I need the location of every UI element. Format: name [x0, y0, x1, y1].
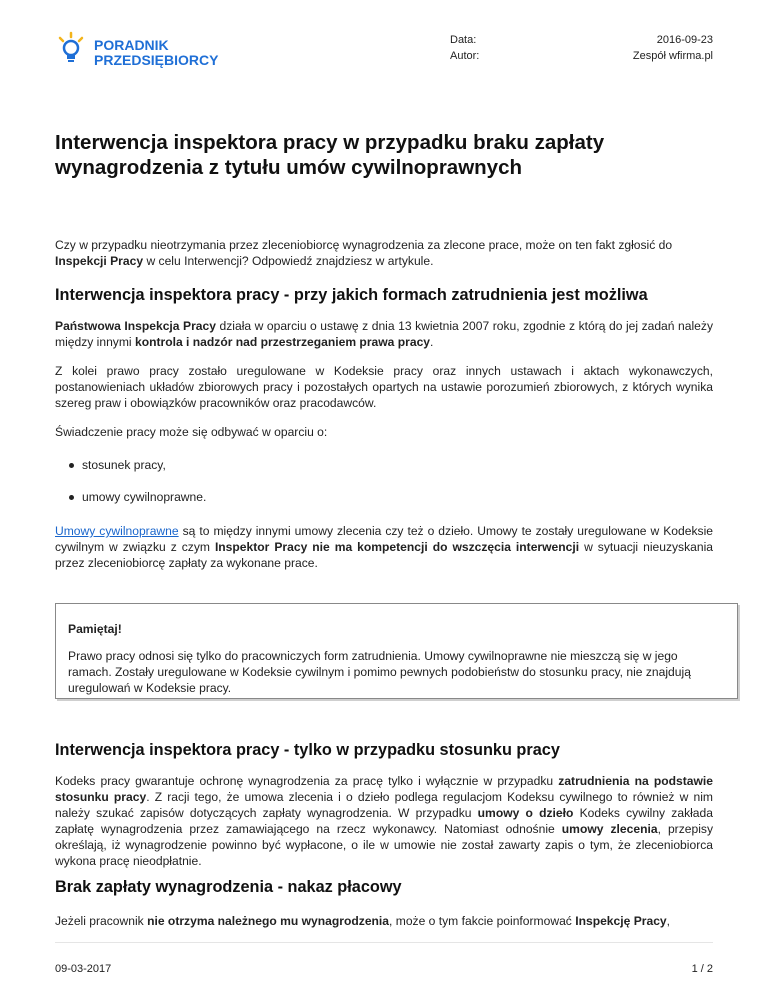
author-value: Zespół wfirma.pl: [632, 50, 713, 62]
s2p1-text-g: , przepisy określają, iż wynagrodzenie powinno być wypłacone, o ile w umowie nie został zawarty zapis o tym, że zleceniobiorca wykona pracę nieodpłatnie.: [55, 822, 713, 868]
s2p1-text-a: Kodeks pracy gwarantuje ochronę wynagrodzenia za pracę tylko i wyłącznie w przypadku: [55, 774, 559, 788]
section-1-heading: Interwencja inspektora pracy - przy jakich formach zatrudnienia jest możliwa: [55, 286, 648, 304]
footer-date: 09-03-2017: [55, 963, 112, 975]
bullet-icon: [69, 495, 74, 500]
bullet-icon: [69, 463, 74, 468]
s1p1-bold-a: Państwowa Inspekcja Pracy: [55, 319, 216, 333]
section-1-paragraph-3: Świadczenie pracy może się odbywać w oparciu o:: [55, 425, 328, 439]
list-item-label: umowy cywilnoprawne.: [82, 490, 207, 504]
intro-text-c: w celu Interwencji? Odpowiedź znajdziesz w artykule.: [143, 254, 434, 268]
section-1-paragraph-2: Z kolei prawo pracy zostało uregulowane w Kodeksie pracy oraz innych ustawach i aktach wykonawczych, postanowieniach układów zbiorowych pracy i pozostałych opartych na ustawie porozumień zbiorowych, z których wynika szereg praw i obowiązków pracowników oraz pracodawców.: [55, 364, 713, 410]
s2p1-text-e: Kodeks cywilny zakłada zapłatę wynagrodzenia przez zamawiającego na rzecz wykonawcy. Natomiast odnośnie: [55, 806, 713, 836]
s3p1-bold-d: Inspekcję Pracy: [575, 914, 667, 928]
note-body: Prawo pracy odnosi się tylko do pracowniczych form zatrudnienia. Umowy cywilnoprawne nie mieszczą się w jego ramach. Zostały uregulowane w Kodeksie cywilnym i pomimo pewnych podobieństw do stosunku pracy, nie znajdują uregulowań w Kodeksie pracy.: [68, 649, 691, 695]
list-item: [55, 457, 695, 473]
logo-line-2: PRZEDSIĘBIORCY: [94, 52, 219, 68]
page-number: 1 / 2: [691, 963, 713, 975]
date-label: Data:: [450, 34, 477, 46]
s1p4-text-c: w sytuacji nieuzyskania przez zleceniobiorcę zapłaty za wykonane prace.: [55, 540, 714, 570]
footer-divider: [55, 942, 713, 943]
note-box: [55, 603, 738, 699]
date-value: 2016-09-23: [656, 34, 713, 46]
s1p1-text-d: .: [430, 335, 434, 349]
section-1-paragraph-4: [55, 523, 713, 571]
s3p1-text-a: Jeżeli pracownik: [55, 914, 148, 928]
section-3-heading: Brak zapłaty wynagrodzenia - nakaz płacowy: [55, 878, 402, 896]
list-item: [55, 489, 695, 505]
logo-line-1: PORADNIK: [94, 37, 169, 53]
s2p1-text-c: . Z racji tego, że umowa zlecenia i o dzieło podlega regulacjom Kodeksu cywilnego to również w nim należy szukać zapisów dotyczących zapłaty wynagrodzenia. W przypadku: [55, 790, 713, 820]
s2p1-bold-f: umowy zlecenia: [561, 822, 658, 836]
bullet-list: [55, 457, 695, 521]
intro-bold: Inspekcji Pracy: [55, 254, 144, 268]
section-1-paragraph-1: [55, 318, 713, 350]
section-3-paragraph-1: [55, 913, 713, 929]
list-item-label: stosunek pracy,: [82, 458, 166, 472]
intro-paragraph: [55, 237, 713, 269]
s1p4-bold-b: Inspektor Pracy nie ma kompetencji do wszczęcia interwencji: [214, 540, 580, 554]
page-title: Interwencja inspektora pracy w przypadku braku zapłaty wynagrodzenia z tytułu umów cywilnoprawnych: [55, 131, 605, 179]
s1p4-text-a: są to między innymi umowy zlecenia czy też o dzieło. Umowy te zostały uregulowane w Kodeksie cywilnym w związku z czym: [55, 524, 713, 554]
s3p1-text-c: , może o tym fakcie poinformować: [389, 914, 576, 928]
s2p1-bold-b: zatrudnienia na podstawie stosunku pracy: [55, 774, 714, 804]
s1p1-text-b: działa w oparciu o ustawę z dnia 13 kwietnia 2007 roku, zgodnie z którą do jej zadań należy między innymi: [55, 319, 713, 349]
author-label: Autor:: [450, 50, 480, 62]
note-heading: Pamiętaj!: [68, 622, 122, 636]
civil-contracts-link[interactable]: Umowy cywilnoprawne: [55, 524, 179, 538]
s2p1-bold-d: umowy o dzieło: [477, 806, 574, 820]
section-2-heading: Interwencja inspektora pracy - tylko w przypadku stosunku pracy: [55, 741, 560, 759]
s3p1-text-e: ,: [666, 914, 671, 928]
section-2-paragraph-1: [55, 773, 713, 869]
lightbulb-icon: [55, 30, 89, 68]
intro-text-a: Czy w przypadku nieotrzymania przez zleceniobiorcę wynagrodzenia za zlecone prace, może on ten fakt zgłosić do: [55, 238, 673, 252]
logo: [55, 30, 219, 70]
s1p1-bold-c: kontrola i nadzór nad przestrzeganiem prawa pracy: [134, 335, 431, 349]
s3p1-bold-b: nie otrzyma należnego mu wynagrodzenia: [147, 914, 390, 928]
